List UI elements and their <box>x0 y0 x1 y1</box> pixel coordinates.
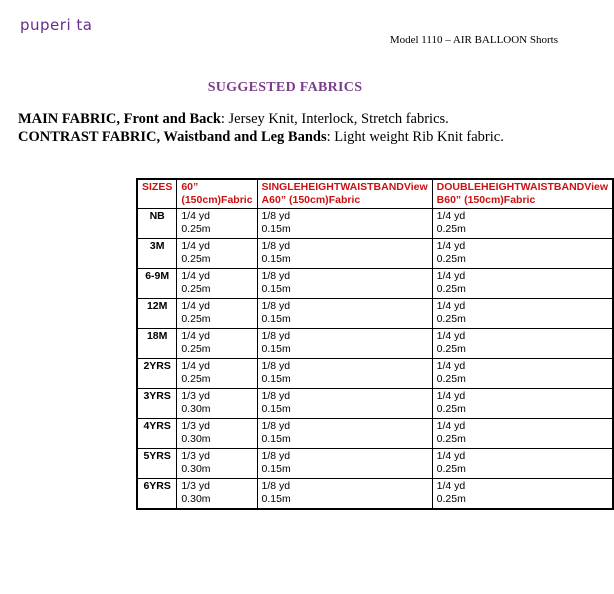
double-waistband-cell <box>432 299 613 329</box>
header-single-waistband-line: HEIGHT <box>300 181 341 193</box>
header-single-waistband <box>257 179 432 209</box>
fabric-cell <box>177 419 257 449</box>
double-waistband-cell-value: 1/4 yd <box>436 240 466 252</box>
single-waistband-cell-value: 1/8 yd <box>261 270 291 282</box>
single-waistband-cell-value: 0.15m <box>261 343 291 355</box>
double-waistband-cell-value: 1/4 yd <box>436 360 466 372</box>
double-waistband-cell-value: 1/4 yd <box>436 300 466 312</box>
double-waistband-cell <box>432 419 613 449</box>
header-double-waistband-line: Fabric <box>503 194 536 206</box>
single-waistband-cell <box>257 449 432 479</box>
fabric-cell-value: 1/4 yd <box>181 330 210 342</box>
fabric-cell-value: 0.25m <box>181 373 211 385</box>
double-waistband-cell-value: 0.25m <box>436 403 466 415</box>
fabric-cell <box>177 329 257 359</box>
single-waistband-cell <box>257 389 432 419</box>
table-row <box>137 329 613 359</box>
table-row <box>137 449 613 479</box>
fabric-cell <box>177 479 257 510</box>
fabric-cell <box>177 209 257 239</box>
table-row <box>137 269 613 299</box>
contrast-fabric-text: : Light weight Rib Knit fabric. <box>326 129 504 145</box>
single-waistband-cell-value: 0.15m <box>261 373 291 385</box>
single-waistband-cell-value: 1/8 yd <box>261 450 291 462</box>
single-waistband-cell-value: 1/8 yd <box>261 480 291 492</box>
single-waistband-cell <box>257 419 432 449</box>
double-waistband-cell-value: 0.25m <box>436 253 466 265</box>
main-fabric-line <box>18 110 504 128</box>
fabric-cell-value: 1/3 yd <box>181 450 210 462</box>
table-row <box>137 359 613 389</box>
double-waistband-cell-value: 0.25m <box>436 493 466 505</box>
contrast-fabric-label: CONTRAST FABRIC, Waistband and Leg Bands <box>18 129 327 145</box>
header-sizes <box>137 179 177 209</box>
main-fabric-label: MAIN FABRIC, Front and Back <box>18 111 221 127</box>
double-waistband-cell-value: 0.25m <box>436 313 466 325</box>
fabric-description <box>18 110 504 146</box>
size-cell: 3YRS <box>137 389 177 419</box>
size-cell: 3M <box>137 239 177 269</box>
size-cell: 6-9M <box>137 269 177 299</box>
single-waistband-cell <box>257 359 432 389</box>
double-waistband-cell-value: 1/4 yd <box>436 480 466 492</box>
size-cell: 2YRS <box>137 359 177 389</box>
single-waistband-cell-value: 0.15m <box>261 283 291 295</box>
single-waistband-cell-value: 1/8 yd <box>261 300 291 312</box>
single-waistband-cell-value: 1/8 yd <box>261 210 291 222</box>
single-waistband-cell-value: 0.15m <box>261 463 291 475</box>
double-waistband-cell <box>432 329 613 359</box>
main-fabric-text: : Jersey Knit, Interlock, Stretch fabrics. <box>220 111 449 127</box>
double-waistband-cell <box>432 389 613 419</box>
table-row <box>137 209 613 239</box>
size-cell: NB <box>137 209 177 239</box>
table-row <box>137 389 613 419</box>
table-row <box>137 239 613 269</box>
fabric-cell <box>177 389 257 419</box>
single-waistband-cell-value: 0.15m <box>261 253 291 265</box>
fabric-cell <box>177 359 257 389</box>
header-single-waistband-line: SINGLE <box>261 181 301 193</box>
header-single-waistband-line: View A <box>261 181 428 206</box>
brand-logo: puperi ta <box>20 16 93 34</box>
double-waistband-cell-value: 0.25m <box>436 463 466 475</box>
single-waistband-cell-value: 1/8 yd <box>261 240 291 252</box>
header-fabric-line: 60” (150cm) <box>181 181 222 206</box>
double-waistband-cell-value: 1/4 yd <box>436 450 466 462</box>
fabric-cell-value: 1/4 yd <box>181 270 210 282</box>
table-body <box>137 209 613 510</box>
double-waistband-cell-value: 1/4 yd <box>436 210 466 222</box>
size-cell: 5YRS <box>137 449 177 479</box>
fabric-cell-value: 0.25m <box>181 313 211 325</box>
single-waistband-cell <box>257 299 432 329</box>
double-waistband-cell-value: 0.25m <box>436 283 466 295</box>
size-cell: 6YRS <box>137 479 177 510</box>
contrast-fabric-line <box>18 128 504 146</box>
single-waistband-cell-value: 1/8 yd <box>261 390 291 402</box>
table-row <box>137 419 613 449</box>
fabric-cell-value: 0.30m <box>181 433 211 445</box>
double-waistband-cell <box>432 359 613 389</box>
single-waistband-cell <box>257 269 432 299</box>
table-header-row <box>137 179 613 209</box>
double-waistband-cell-value: 1/4 yd <box>436 420 466 432</box>
table-row <box>137 299 613 329</box>
single-waistband-cell-value: 0.15m <box>261 223 291 235</box>
header-fabric-line: Fabric <box>221 194 253 206</box>
header-single-waistband-line: Fabric <box>328 194 361 206</box>
fabric-cell-value: 1/4 yd <box>181 300 210 312</box>
fabric-cell-value: 1/3 yd <box>181 480 210 492</box>
single-waistband-cell <box>257 209 432 239</box>
double-waistband-cell <box>432 479 613 510</box>
size-cell: 18M <box>137 329 177 359</box>
double-waistband-cell-value: 1/4 yd <box>436 270 466 282</box>
fabric-cell-value: 1/4 yd <box>181 240 210 252</box>
fabric-cell <box>177 239 257 269</box>
model-title: Model 1110 – AIR BALLOON Shorts <box>389 34 558 46</box>
double-waistband-cell <box>432 209 613 239</box>
fabric-cell-value: 1/4 yd <box>181 360 210 372</box>
fabric-cell-value: 0.25m <box>181 343 211 355</box>
header-single-waistband-line: 60” (150cm) <box>269 194 329 206</box>
single-waistband-cell-value: 0.15m <box>261 433 291 445</box>
fabric-cell-value: 0.30m <box>181 463 211 475</box>
double-waistband-cell-value: 0.25m <box>436 433 466 445</box>
single-waistband-cell <box>257 329 432 359</box>
header-double-waistband-line: HEIGHT <box>481 181 521 193</box>
page-title: SUGGESTED FABRICS <box>207 80 363 95</box>
fabric-cell-value: 0.25m <box>181 283 211 295</box>
fabric-cell-value: 1/4 yd <box>181 210 210 222</box>
single-waistband-cell-value: 0.15m <box>261 403 291 415</box>
fabric-cell-value: 1/3 yd <box>181 420 210 432</box>
fabric-size-table <box>136 178 614 510</box>
single-waistband-cell-value: 1/8 yd <box>261 360 291 372</box>
double-waistband-cell-value: 1/4 yd <box>436 390 466 402</box>
double-waistband-cell <box>432 449 613 479</box>
header-single-waistband-line: WAISTBAND <box>340 181 404 193</box>
fabric-cell <box>177 299 257 329</box>
fabric-cell-value: 1/3 yd <box>181 390 210 402</box>
size-cell: 12M <box>137 299 177 329</box>
fabric-cell-value: 0.30m <box>181 493 211 505</box>
header-sizes-line: SIZES <box>142 181 173 193</box>
header-double-waistband-line: View B <box>436 181 609 206</box>
double-waistband-cell-value: 0.25m <box>436 373 466 385</box>
double-waistband-cell <box>432 269 613 299</box>
fabric-cell-value: 0.30m <box>181 403 211 415</box>
single-waistband-cell-value: 1/8 yd <box>261 420 291 432</box>
double-waistband-cell-value: 0.25m <box>436 223 466 235</box>
header-double-waistband-line: DOUBLE <box>436 181 481 193</box>
fabric-cell-value: 0.25m <box>181 223 211 235</box>
header-double-waistband-line: WAISTBAND <box>520 181 585 193</box>
fabric-cell-value: 0.25m <box>181 253 211 265</box>
single-waistband-cell <box>257 239 432 269</box>
single-waistband-cell-value: 0.15m <box>261 313 291 325</box>
fabric-cell <box>177 449 257 479</box>
size-cell: 4YRS <box>137 419 177 449</box>
fabric-cell <box>177 269 257 299</box>
single-waistband-cell-value: 1/8 yd <box>261 330 291 342</box>
header-fabric <box>177 179 257 209</box>
header-double-waistband <box>432 179 613 209</box>
double-waistband-cell-value: 0.25m <box>436 343 466 355</box>
single-waistband-cell-value: 0.15m <box>261 493 291 505</box>
table-row <box>137 479 613 510</box>
double-waistband-cell <box>432 239 613 269</box>
header-double-waistband-line: 60” (150cm) <box>444 194 504 206</box>
single-waistband-cell <box>257 479 432 510</box>
double-waistband-cell-value: 1/4 yd <box>436 330 466 342</box>
